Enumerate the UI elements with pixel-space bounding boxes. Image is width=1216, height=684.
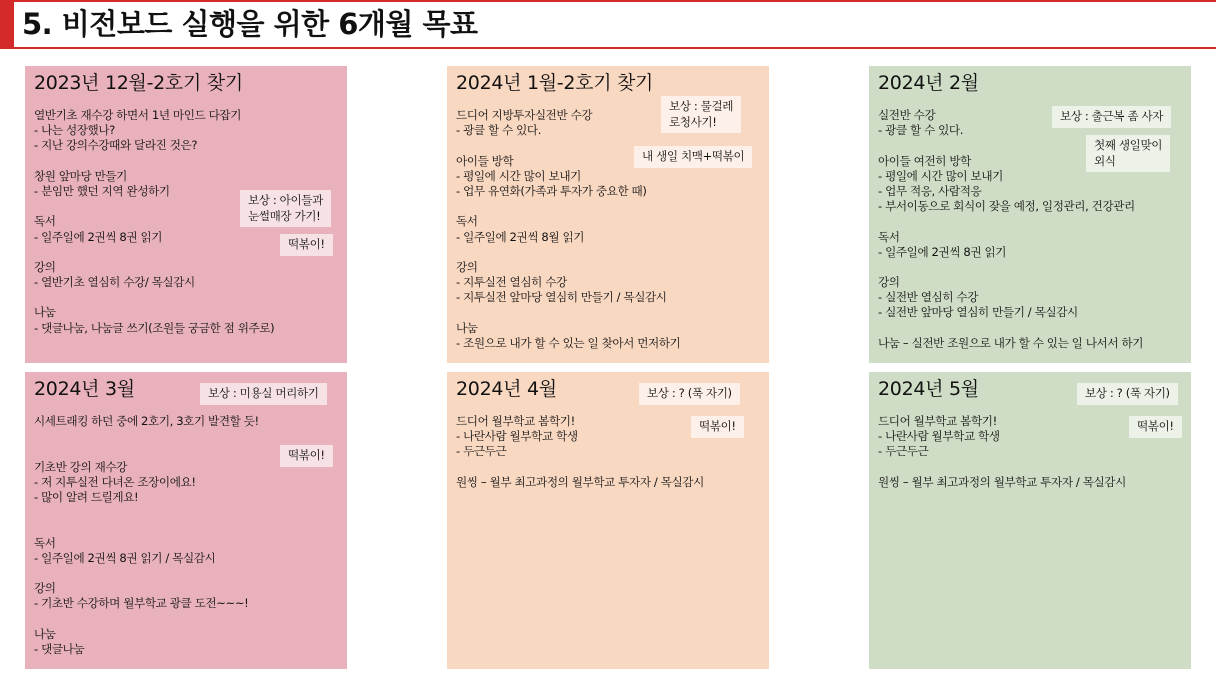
goal-line: - 업무 적응, 사람적응 xyxy=(878,183,982,198)
header-accent-bar xyxy=(0,0,14,49)
goal-line: - 많이 알려 드릴게요! xyxy=(34,489,139,504)
goal-line: - 일주일에 2권씩 8권 읽기 / 목실감시 xyxy=(34,550,216,565)
treat-note xyxy=(634,146,752,168)
note-line: 로청사기! xyxy=(669,114,717,129)
goal-line: 독서 xyxy=(34,535,56,550)
reward-note xyxy=(639,383,740,405)
goal-line: 드디어 월부학교 봄학기! xyxy=(456,414,575,428)
goal-line xyxy=(34,290,344,305)
treat-note xyxy=(1086,135,1170,172)
goal-line xyxy=(456,460,766,475)
card-title: 2024년 4월 xyxy=(456,378,557,400)
goal-line: 독서 xyxy=(34,214,56,229)
treat-note xyxy=(1129,416,1182,438)
note-line: 눈썰매장 가기! xyxy=(248,208,321,223)
goal-line: 시세트래킹 하던 중에 2호기, 3호기 발견할 듯! xyxy=(34,414,259,428)
card-title: 2024년 2월 xyxy=(878,72,979,94)
goal-line: - 댓글나눔, 나눔글 쓰기(조원들 궁금한 점 위주로) xyxy=(34,320,275,335)
header-bottom-rule xyxy=(14,47,1216,49)
goal-line: - 평일에 시간 많이 보내기 xyxy=(456,168,581,183)
goal-line: 나눔 xyxy=(34,305,56,320)
header-top-rule xyxy=(14,0,1216,2)
card-2024-05 xyxy=(869,372,1191,669)
goal-line xyxy=(456,199,766,214)
note-line: 보상 : ? (푹 자기) xyxy=(647,386,732,400)
card-2024-03 xyxy=(25,372,347,669)
goal-line: - 기초반 수강하며 월부학교 광클 도전~~~! xyxy=(34,596,249,611)
goal-line xyxy=(34,429,344,444)
goal-line: 강의 xyxy=(456,259,478,274)
reward-note xyxy=(1052,106,1171,128)
goal-line: - 두근두근 xyxy=(456,444,507,459)
goal-line: - 분임만 했던 지역 완성하기 xyxy=(34,183,170,198)
goal-line: 독서 xyxy=(878,229,900,244)
goal-line: - 일주일에 2권씩 8월 읽기 xyxy=(456,229,585,244)
goal-line: - 나는 성장했나? xyxy=(34,123,115,138)
goal-line: 독서 xyxy=(456,214,478,229)
card-2024-02 xyxy=(869,66,1191,363)
goal-line: 드디어 월부학교 봄학기! xyxy=(878,414,997,428)
note-line: 내 생일 치맥+떡볶이 xyxy=(642,149,745,163)
goal-line: - 업무 유연화(가족과 투자가 중요한 때) xyxy=(456,183,647,198)
card-2023-12 xyxy=(25,66,347,363)
goal-line: 강의 xyxy=(34,259,56,274)
goal-line: 드디어 지방투자실전반 수강 xyxy=(456,108,593,122)
note-line: 보상 : 아이들과 xyxy=(248,193,323,207)
reward-note xyxy=(661,96,741,133)
treat-note xyxy=(691,416,744,438)
goal-line: 나눔 xyxy=(34,626,56,641)
goal-line xyxy=(878,214,1188,229)
goal-line: - 일주일에 2권씩 8권 읽기 xyxy=(34,229,163,244)
note-line: 보상 : 출근복 좀 사자 xyxy=(1060,109,1164,123)
treat-note xyxy=(280,234,333,256)
goal-line: 아이들 방학 xyxy=(456,153,514,168)
goal-line: - 나란사람 월부학교 학생 xyxy=(878,429,1000,444)
goal-line xyxy=(878,460,1188,475)
goal-line xyxy=(456,305,766,320)
goal-line: 나눔 – 실전반 조원으로 내가 할 수 있는 일 나서서 하기 xyxy=(878,335,1144,350)
goal-line xyxy=(34,505,344,520)
goal-line xyxy=(878,260,1188,275)
goal-line: - 저 지투실전 다녀온 조장이에요! xyxy=(34,474,196,489)
goal-line: - 평일에 시간 많이 보내기 xyxy=(878,168,1003,183)
card-body xyxy=(456,108,766,351)
goal-line: - 열반기초 열심히 수강/ 목실감시 xyxy=(34,275,195,290)
goal-line: 열반기초 재수강 하면서 1년 마인드 다잡기 xyxy=(34,108,241,122)
goal-line: - 실전반 앞마당 열심히 만들기 / 목실감시 xyxy=(878,305,1078,320)
goal-line: - 지투실전 열심히 수강 xyxy=(456,275,567,290)
goal-line xyxy=(34,566,344,581)
goal-line xyxy=(456,245,766,260)
goal-line: - 조원으로 내가 할 수 있는 일 찾아서 먼저하기 xyxy=(456,335,681,350)
goal-line xyxy=(34,611,344,626)
note-line: 보상 : ? (푹 자기) xyxy=(1085,386,1170,400)
note-line: 보상 : 미용실 머리하기 xyxy=(208,386,319,400)
goal-line: - 일주일에 2권씩 8권 읽기 xyxy=(878,244,1007,259)
goal-line: - 나란사람 월부학교 학생 xyxy=(456,429,578,444)
card-title: 2023년 12월-2호기 찾기 xyxy=(34,72,243,94)
goal-line: - 실전반 열심히 수강 xyxy=(878,290,979,305)
goal-line: - 댓글나눔 xyxy=(34,641,85,656)
goal-line: 기초반 강의 재수강 xyxy=(34,459,127,474)
card-title: 2024년 5월 xyxy=(878,378,979,400)
goal-line: - 지난 강의수강때와 달라진 것은? xyxy=(34,138,198,153)
note-line: 떡볶이! xyxy=(1137,419,1174,433)
reward-note xyxy=(240,190,331,227)
treat-note xyxy=(280,445,333,467)
goal-line: 실전반 수강 xyxy=(878,108,936,122)
goal-line: 강의 xyxy=(34,581,56,596)
goal-line: - 광클 할 수 있다. xyxy=(878,123,964,138)
reward-note xyxy=(1077,383,1178,405)
note-line: 첫째 생일맞이 xyxy=(1094,138,1163,152)
goal-line xyxy=(878,321,1188,336)
goal-line xyxy=(34,154,344,169)
page-title: 5. 비전보드 실행을 위한 6개월 목표 xyxy=(22,7,478,41)
card-title: 2024년 1월-2호기 찾기 xyxy=(456,72,654,94)
goal-line: 나눔 xyxy=(456,320,478,335)
note-line: 떡볶이! xyxy=(288,237,325,251)
goal-line: 원씽 – 월부 최고과정의 월부학교 투자자 / 목실감시 xyxy=(456,474,704,489)
note-line: 외식 xyxy=(1094,153,1116,168)
goal-line: 창원 앞마당 만들기 xyxy=(34,168,127,183)
goal-line: 원씽 – 월부 최고과정의 월부학교 투자자 / 목실감시 xyxy=(878,474,1126,489)
goal-line: 아이들 여전히 방학 xyxy=(878,153,971,168)
goal-line xyxy=(34,520,344,535)
goal-line: - 두근두근 xyxy=(878,444,929,459)
note-line: 떡볶이! xyxy=(699,419,736,433)
card-title: 2024년 3월 xyxy=(34,378,135,400)
card-2024-04 xyxy=(447,372,769,669)
reward-note xyxy=(200,383,327,405)
goal-line: - 지투실전 앞마당 열심히 만들기 / 목실감시 xyxy=(456,290,667,305)
goal-line: - 부서이동으로 회식이 잦을 예정, 일정관리, 건강관리 xyxy=(878,199,1135,214)
note-line: 떡볶이! xyxy=(288,448,325,462)
note-line: 보상 : 물걸레 xyxy=(669,99,734,113)
slide-header xyxy=(0,0,1216,50)
goal-line: - 광클 할 수 있다. xyxy=(456,123,542,138)
goal-line: 강의 xyxy=(878,275,900,290)
card-2024-01 xyxy=(447,66,769,363)
